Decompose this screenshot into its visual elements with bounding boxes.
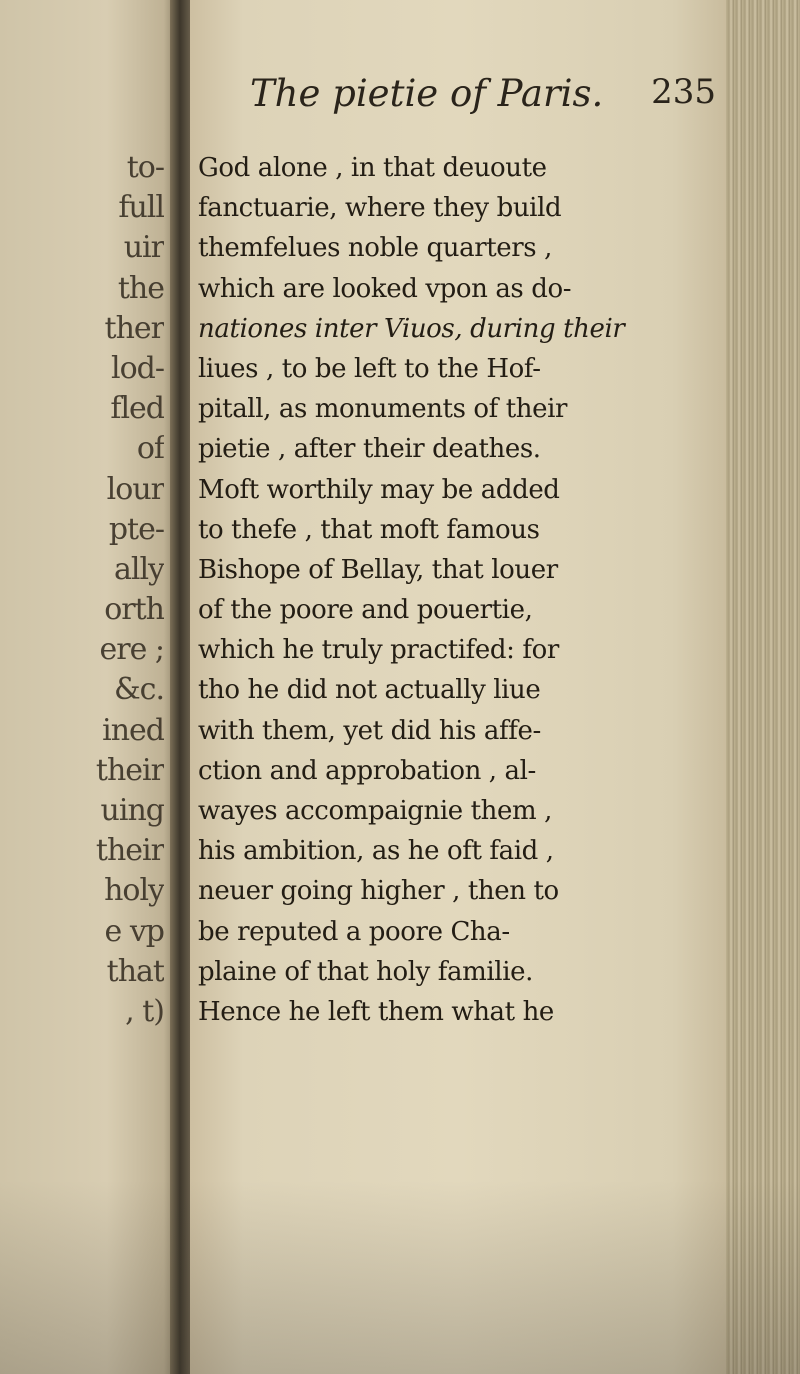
- left-fragment: the: [117, 270, 164, 306]
- left-fragment: that: [106, 953, 164, 989]
- left-fragment: ere ;: [99, 632, 164, 668]
- page-edges: [726, 0, 800, 1374]
- text-line: neuer going higher , then to: [198, 876, 559, 907]
- left-fragment: lour: [106, 471, 164, 507]
- left-fragment: ally: [113, 551, 164, 587]
- text-line: God alone , in that deuoute: [198, 153, 547, 183]
- text-line: Bishope of Bellay, that louer: [198, 554, 558, 585]
- left-fragment: uir: [123, 230, 164, 266]
- running-head: [250, 72, 720, 120]
- text-line: of the poore and pouertie,: [198, 595, 533, 626]
- text-line: pitall, as monuments of their: [198, 394, 568, 425]
- left-fragment: e vp: [104, 913, 164, 949]
- left-fragment: their: [95, 833, 164, 869]
- left-fragment: orth: [104, 592, 164, 628]
- left-fragment: ther: [104, 310, 164, 346]
- left-fragment: holy: [104, 873, 164, 909]
- left-fragment: of: [136, 431, 164, 467]
- book-gutter: [170, 0, 192, 1374]
- left-fragment: pte-: [108, 511, 164, 547]
- text-line: pietie , after their deathes.: [198, 434, 541, 465]
- text-line: wayes accompaignie them ,: [198, 796, 552, 826]
- left-fragment: &c.: [113, 672, 164, 708]
- text-line: be reputed a poore Cha-: [198, 916, 510, 947]
- text-line: tho he did not actually liue: [198, 675, 541, 706]
- text-line: liues , to be left to the Hof-: [198, 353, 541, 384]
- text-line: ction and approbation , al-: [198, 755, 536, 786]
- left-fragment: ined: [102, 712, 164, 748]
- body-text: [198, 148, 724, 1032]
- page-number: 235: [651, 72, 716, 112]
- text-line: themfelues noble quarters ,: [198, 233, 552, 264]
- text-line: to thefe , that moft famous: [198, 514, 540, 545]
- left-page-fragments: [0, 148, 164, 1032]
- left-fragment: , t): [125, 993, 164, 1029]
- text-line: his ambition, as he oft faid ,: [198, 836, 554, 867]
- left-fragment: uing: [100, 793, 164, 828]
- left-fragment: fled: [110, 391, 164, 427]
- text-line: with them, yet did his affe-: [198, 715, 541, 746]
- text-line: Moft worthily may be added: [198, 474, 560, 505]
- running-head-title: The pietie of Paris.: [250, 72, 604, 115]
- left-fragment: their: [95, 752, 164, 788]
- text-line: nationes inter Viuos, during their: [198, 313, 625, 344]
- text-line: fanctuarie, where they build: [198, 193, 562, 224]
- bottom-shadow: [0, 1180, 800, 1374]
- text-line: which are looked vpon as do-: [198, 273, 572, 304]
- text-line: Hence he left them what he: [198, 996, 554, 1027]
- left-fragment: lod-: [111, 350, 164, 386]
- left-fragment: full: [118, 190, 164, 226]
- left-fragment: to-: [126, 150, 164, 185]
- left-page: [0, 0, 178, 1374]
- text-line: plaine of that holy familie.: [198, 956, 533, 987]
- text-line: which he truly practifed: for: [198, 635, 559, 666]
